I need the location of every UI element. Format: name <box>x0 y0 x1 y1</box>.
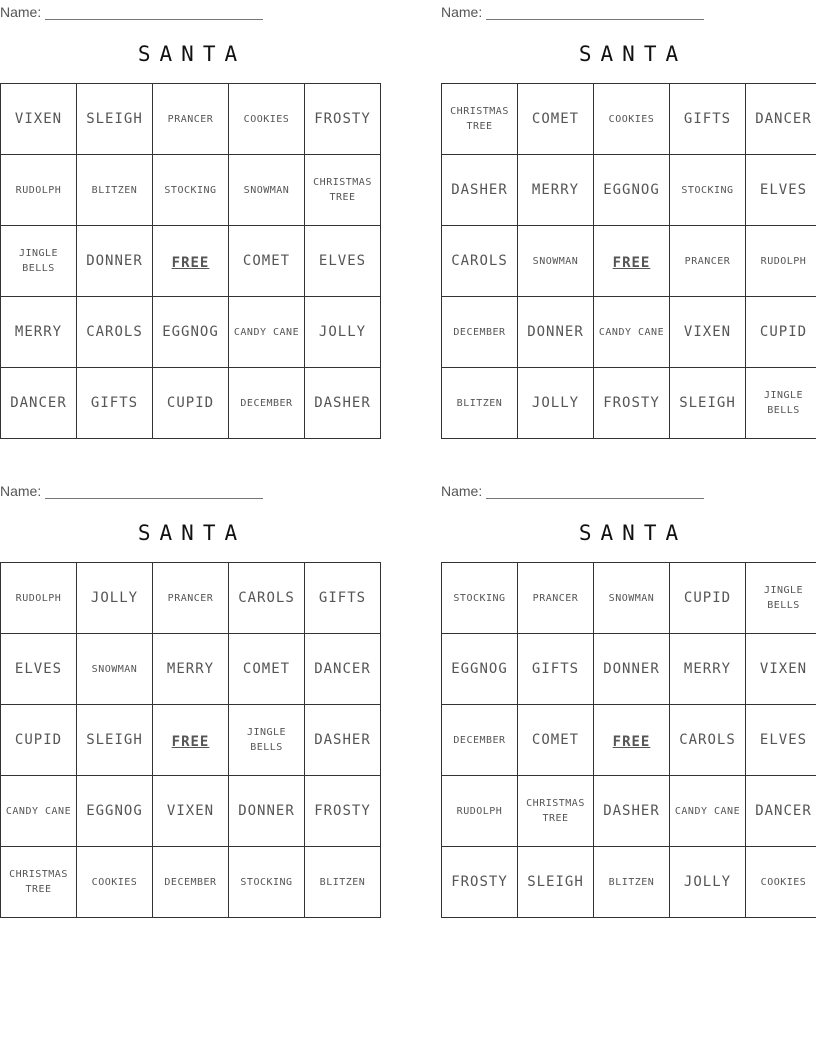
bingo-cell[interactable] <box>442 776 518 847</box>
bingo-cell[interactable] <box>518 847 594 918</box>
card-title: SANTA <box>137 42 247 66</box>
cell-label: FREE <box>612 733 651 750</box>
bingo-cell[interactable] <box>518 297 594 368</box>
bingo-cell[interactable] <box>1 368 77 439</box>
bingo-cell[interactable] <box>442 847 518 918</box>
bingo-cell[interactable] <box>153 563 229 634</box>
name-field <box>441 2 704 20</box>
name-label: Name: <box>0 483 42 499</box>
cell-label: SNOWMAN <box>243 184 290 196</box>
name-blank-line[interactable] <box>486 484 704 499</box>
cell-label: DASHER <box>603 803 660 819</box>
cell-label: DANCER <box>314 661 371 677</box>
bingo-grid <box>0 83 381 439</box>
cell-label: CANDY CANE <box>598 326 665 338</box>
bingo-cell[interactable] <box>229 297 305 368</box>
cell-label: EGGNOG <box>162 324 219 340</box>
bingo-cell[interactable] <box>1 705 77 776</box>
cell-label: CANDY CANE <box>674 805 741 817</box>
grid-row <box>1 705 381 776</box>
cell-label: JOLLY <box>683 874 732 890</box>
cell-label: STOCKING <box>164 184 217 196</box>
cell-label: BLITZEN <box>319 876 366 888</box>
cell-label: SLEIGH <box>679 395 736 411</box>
cell-label: FROSTY <box>451 874 508 890</box>
cell-label: DONNER <box>527 324 584 340</box>
cell-label: STOCKING <box>681 184 734 196</box>
bingo-cell[interactable] <box>229 84 305 155</box>
bingo-cell[interactable] <box>1 84 77 155</box>
cell-label: SNOWMAN <box>91 663 138 675</box>
bingo-cell[interactable] <box>229 155 305 226</box>
bingo-cell[interactable] <box>229 368 305 439</box>
bingo-cell[interactable] <box>229 847 305 918</box>
cell-label: ELVES <box>14 661 63 677</box>
free-space-cell[interactable] <box>594 226 670 297</box>
bingo-cell[interactable] <box>77 563 153 634</box>
name-field <box>0 481 263 499</box>
bingo-cell[interactable] <box>518 705 594 776</box>
bingo-cell[interactable] <box>518 226 594 297</box>
cell-label: GIFTS <box>683 111 732 127</box>
name-field <box>0 2 263 20</box>
cell-label: RUDOLPH <box>15 184 62 196</box>
bingo-cell[interactable] <box>442 226 518 297</box>
cell-label: CHRISTMAS TREE <box>9 869 68 895</box>
bingo-cell[interactable] <box>442 297 518 368</box>
cell-label: FREE <box>171 733 210 750</box>
bingo-cell[interactable] <box>670 226 746 297</box>
cell-label: CHRISTMAS TREE <box>526 798 585 824</box>
grid-row <box>1 155 381 226</box>
cell-label: COMET <box>531 732 580 748</box>
bingo-cell[interactable] <box>594 368 670 439</box>
bingo-cell[interactable] <box>594 297 670 368</box>
cell-label: JINGLE BELLS <box>246 727 287 753</box>
bingo-cell[interactable] <box>518 84 594 155</box>
bingo-card-1 <box>0 0 375 435</box>
bingo-cell[interactable] <box>77 297 153 368</box>
grid-row <box>442 84 816 155</box>
cell-label: GIFTS <box>90 395 139 411</box>
cell-label: SNOWMAN <box>608 592 655 604</box>
cell-label: JOLLY <box>318 324 367 340</box>
card-title: SANTA <box>137 521 247 545</box>
name-label: Name: <box>441 4 483 20</box>
bingo-cell[interactable] <box>670 155 746 226</box>
bingo-cell[interactable] <box>77 368 153 439</box>
free-space-cell[interactable] <box>153 226 229 297</box>
cell-label: CANDY CANE <box>5 805 72 817</box>
cell-label: GIFTS <box>318 590 367 606</box>
bingo-cell[interactable] <box>153 368 229 439</box>
bingo-cell[interactable] <box>594 84 670 155</box>
cell-label: FROSTY <box>314 111 371 127</box>
cell-label: RUDOLPH <box>15 592 62 604</box>
cell-label: CUPID <box>14 732 63 748</box>
cell-label: DASHER <box>451 182 508 198</box>
free-space-cell[interactable] <box>594 705 670 776</box>
bingo-cell[interactable] <box>442 634 518 705</box>
bingo-cell[interactable] <box>77 847 153 918</box>
bingo-cell[interactable] <box>442 563 518 634</box>
name-label: Name: <box>0 4 42 20</box>
cell-label: CAROLS <box>86 324 143 340</box>
bingo-cell[interactable] <box>594 776 670 847</box>
cell-label: VIXEN <box>166 803 215 819</box>
cell-label: COMET <box>531 111 580 127</box>
cell-label: BLITZEN <box>608 876 655 888</box>
bingo-cell[interactable] <box>77 226 153 297</box>
cell-label: CHRISTMAS TREE <box>313 177 372 203</box>
bingo-cell[interactable] <box>305 368 381 439</box>
free-space-cell[interactable] <box>153 705 229 776</box>
cell-label: CUPID <box>683 590 732 606</box>
bingo-cell[interactable] <box>305 776 381 847</box>
cell-label: COMET <box>242 661 291 677</box>
cell-label: EGGNOG <box>603 182 660 198</box>
bingo-cell[interactable] <box>594 155 670 226</box>
bingo-cell[interactable] <box>305 297 381 368</box>
bingo-cell[interactable] <box>746 84 816 155</box>
bingo-cell[interactable] <box>746 297 816 368</box>
bingo-cell[interactable] <box>77 84 153 155</box>
grid-row <box>1 84 381 155</box>
bingo-cell[interactable] <box>153 634 229 705</box>
grid-row <box>442 634 816 705</box>
bingo-cell[interactable] <box>670 368 746 439</box>
grid-row <box>442 368 816 439</box>
bingo-cell[interactable] <box>153 847 229 918</box>
bingo-cell[interactable] <box>746 368 816 439</box>
cell-label: JINGLE BELLS <box>18 248 59 274</box>
bingo-cell[interactable] <box>594 563 670 634</box>
cell-label: EGGNOG <box>451 661 508 677</box>
cell-label: GIFTS <box>531 661 580 677</box>
bingo-cell[interactable] <box>305 155 381 226</box>
bingo-cell[interactable] <box>153 776 229 847</box>
cell-label: MERRY <box>14 324 63 340</box>
bingo-cell[interactable] <box>518 563 594 634</box>
bingo-cell[interactable] <box>594 634 670 705</box>
grid-row <box>1 297 381 368</box>
cell-label: PRANCER <box>167 592 214 604</box>
bingo-cell[interactable] <box>670 634 746 705</box>
grid-row <box>442 563 816 634</box>
cell-label: FROSTY <box>603 395 660 411</box>
cell-label: VIXEN <box>759 661 808 677</box>
cell-label: JOLLY <box>531 395 580 411</box>
name-blank-line[interactable] <box>486 5 704 20</box>
bingo-cell[interactable] <box>305 563 381 634</box>
bingo-cell[interactable] <box>229 776 305 847</box>
bingo-cell[interactable] <box>153 84 229 155</box>
cell-label: COOKIES <box>243 113 290 125</box>
cell-label: DASHER <box>314 395 371 411</box>
cell-label: DECEMBER <box>453 326 506 338</box>
bingo-cell[interactable] <box>670 84 746 155</box>
cell-label: JINGLE BELLS <box>763 585 804 611</box>
cell-label: COOKIES <box>608 113 655 125</box>
bingo-cell[interactable] <box>1 297 77 368</box>
cell-label: DONNER <box>238 803 295 819</box>
cell-label: PRANCER <box>167 113 214 125</box>
bingo-cell[interactable] <box>670 705 746 776</box>
cell-label: FREE <box>171 254 210 271</box>
bingo-cell[interactable] <box>670 297 746 368</box>
bingo-cell[interactable] <box>442 84 518 155</box>
bingo-cell[interactable] <box>746 634 816 705</box>
card-title: SANTA <box>578 521 688 545</box>
cell-label: CUPID <box>166 395 215 411</box>
name-field <box>441 481 704 499</box>
grid-row <box>1 847 381 918</box>
cell-label: ELVES <box>318 253 367 269</box>
bingo-cell[interactable] <box>229 634 305 705</box>
cell-label: VIXEN <box>683 324 732 340</box>
grid-row <box>442 297 816 368</box>
bingo-cell[interactable] <box>746 776 816 847</box>
name-blank-line[interactable] <box>45 484 263 499</box>
grid-row <box>1 634 381 705</box>
cell-label: FROSTY <box>314 803 371 819</box>
cell-label: COOKIES <box>760 876 807 888</box>
bingo-cell[interactable] <box>746 847 816 918</box>
card-title: SANTA <box>578 42 688 66</box>
cell-label: FREE <box>612 254 651 271</box>
bingo-cell[interactable] <box>518 155 594 226</box>
cell-label: DONNER <box>603 661 660 677</box>
cell-label: SLEIGH <box>86 732 143 748</box>
bingo-card-4 <box>441 479 816 914</box>
bingo-cell[interactable] <box>442 155 518 226</box>
bingo-cell[interactable] <box>518 634 594 705</box>
cell-label: MERRY <box>683 661 732 677</box>
bingo-cell[interactable] <box>518 368 594 439</box>
cell-label: DANCER <box>755 803 812 819</box>
bingo-cell[interactable] <box>594 847 670 918</box>
cell-label: SNOWMAN <box>532 255 579 267</box>
bingo-cell[interactable] <box>670 847 746 918</box>
bingo-grid <box>441 562 816 918</box>
cell-label: SLEIGH <box>527 874 584 890</box>
cell-label: CAROLS <box>238 590 295 606</box>
cell-label: JINGLE BELLS <box>763 390 804 416</box>
bingo-cell[interactable] <box>77 776 153 847</box>
bingo-cell[interactable] <box>77 155 153 226</box>
cell-label: ELVES <box>759 732 808 748</box>
bingo-cell[interactable] <box>670 563 746 634</box>
grid-row <box>442 226 816 297</box>
bingo-cell[interactable] <box>746 563 816 634</box>
cell-label: COMET <box>242 253 291 269</box>
cell-label: CAROLS <box>451 253 508 269</box>
bingo-cell[interactable] <box>1 563 77 634</box>
bingo-cell[interactable] <box>305 705 381 776</box>
cell-label: MERRY <box>531 182 580 198</box>
grid-row <box>1 368 381 439</box>
cell-label: DECEMBER <box>453 734 506 746</box>
cell-label: BLITZEN <box>456 397 503 409</box>
bingo-cell[interactable] <box>77 705 153 776</box>
cell-label: DANCER <box>10 395 67 411</box>
bingo-card-2 <box>441 0 816 435</box>
cell-label: CANDY CANE <box>233 326 300 338</box>
cell-label: RUDOLPH <box>760 255 807 267</box>
bingo-cell[interactable] <box>305 84 381 155</box>
name-label: Name: <box>441 483 483 499</box>
bingo-cell[interactable] <box>746 705 816 776</box>
cell-label: ELVES <box>759 182 808 198</box>
bingo-grid <box>0 562 381 918</box>
bingo-cell[interactable] <box>1 634 77 705</box>
bingo-cell[interactable] <box>229 705 305 776</box>
cell-label: STOCKING <box>240 876 293 888</box>
bingo-cell[interactable] <box>442 705 518 776</box>
cell-label: DANCER <box>755 111 812 127</box>
cell-label: DECEMBER <box>240 397 293 409</box>
cell-label: CHRISTMAS TREE <box>450 106 509 132</box>
cell-label: COOKIES <box>91 876 138 888</box>
cell-label: STOCKING <box>453 592 506 604</box>
cell-label: VIXEN <box>14 111 63 127</box>
cell-label: RUDOLPH <box>456 805 503 817</box>
bingo-cell[interactable] <box>1 226 77 297</box>
bingo-cell[interactable] <box>518 776 594 847</box>
cell-label: DONNER <box>86 253 143 269</box>
cell-label: DASHER <box>314 732 371 748</box>
cell-label: PRANCER <box>684 255 731 267</box>
bingo-cell[interactable] <box>305 226 381 297</box>
grid-row <box>442 705 816 776</box>
bingo-cell[interactable] <box>305 847 381 918</box>
bingo-cell[interactable] <box>670 776 746 847</box>
cell-label: PRANCER <box>532 592 579 604</box>
cell-label: CAROLS <box>679 732 736 748</box>
bingo-cell[interactable] <box>229 563 305 634</box>
cell-label: CUPID <box>759 324 808 340</box>
cell-label: EGGNOG <box>86 803 143 819</box>
bingo-cell[interactable] <box>442 368 518 439</box>
bingo-grid <box>441 83 816 439</box>
grid-row <box>442 847 816 918</box>
cell-label: JOLLY <box>90 590 139 606</box>
bingo-card-3 <box>0 479 375 914</box>
bingo-cell[interactable] <box>305 634 381 705</box>
cell-label: BLITZEN <box>91 184 138 196</box>
cell-label: MERRY <box>166 661 215 677</box>
name-blank-line[interactable] <box>45 5 263 20</box>
grid-row <box>1 563 381 634</box>
bingo-cell[interactable] <box>1 155 77 226</box>
grid-row <box>1 226 381 297</box>
grid-row <box>442 776 816 847</box>
grid-row <box>442 155 816 226</box>
cell-label: SLEIGH <box>86 111 143 127</box>
bingo-cell[interactable] <box>153 297 229 368</box>
bingo-cell[interactable] <box>746 226 816 297</box>
bingo-cell[interactable] <box>1 776 77 847</box>
grid-row <box>1 776 381 847</box>
bingo-cell[interactable] <box>153 155 229 226</box>
bingo-cell[interactable] <box>746 155 816 226</box>
bingo-cell[interactable] <box>77 634 153 705</box>
bingo-cell[interactable] <box>1 847 77 918</box>
cell-label: DECEMBER <box>164 876 217 888</box>
bingo-cell[interactable] <box>229 226 305 297</box>
